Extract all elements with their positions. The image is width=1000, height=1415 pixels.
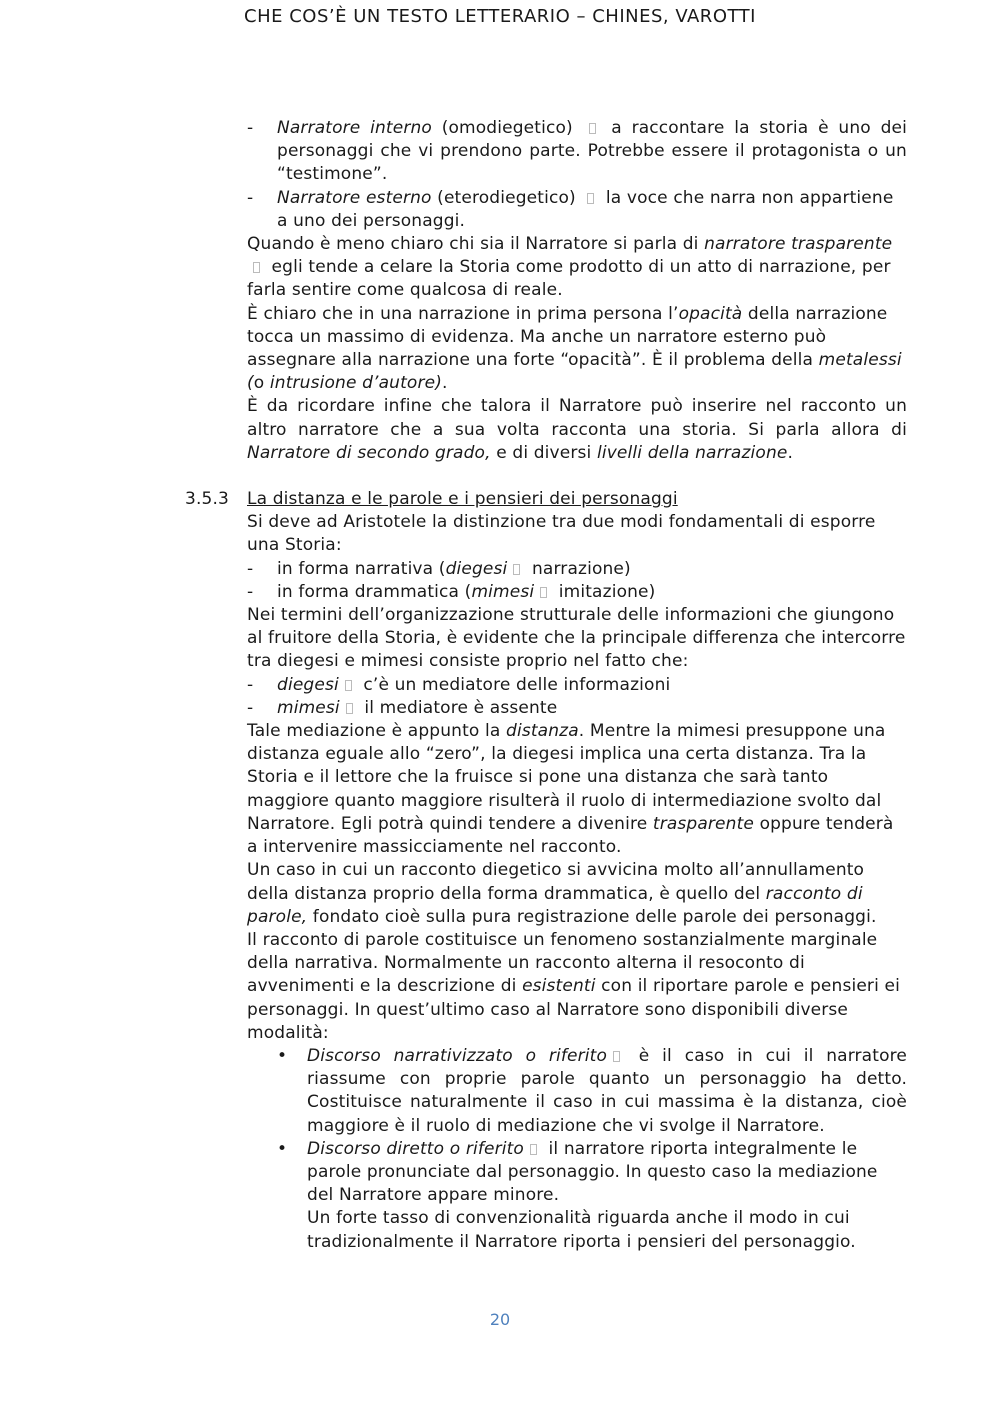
term: mimesi [471, 581, 535, 602]
paragraph: Il racconto di parole costituisce un fenomeno sostanzialmente marginale della narrativa. Normalmente un racconto alterna il resoconto di avvenimenti e la descrizione di esistenti con il riportare parole e pensieri ei personaggi. In quest’ultimo caso al Narratore sono disponibili diverse modalità: [247, 929, 900, 1043]
dash-marker: - [247, 558, 254, 579]
list-item-mimesi: - in forma drammatica (mimesi imitazione) [247, 581, 907, 604]
missing-arrow-icon [513, 564, 520, 575]
section-heading [185, 488, 907, 511]
bullet-item-discorso-diretto: • Discorso diretto o riferito il narratore riporta integralmente le parole pronunciate dal personaggio. In questo caso la mediazione del Narratore appare minore. [277, 1138, 878, 1206]
list-item-diegesi: - in forma narrativa (diegesi narrazione) [247, 558, 907, 581]
term: diegesi [277, 674, 339, 695]
paragraph: È chiaro che in una narrazione in prima persona l’opacità della narrazione tocca un massimo di evidenza. Ma anche un narratore esterno può assegnare alla narrazione una forte “opacità”. È il problema della metalessi (o intrusione d’autore). [247, 303, 902, 394]
dash-marker: - [247, 118, 254, 138]
missing-arrow-icon [540, 587, 547, 598]
list-item-narratore-interno: - Narratore interno (omodiegetico) a raccontare la storia è uno dei personaggi che vi prendono parte. Potrebbe essere il protagonista o un “testimone”. [247, 118, 907, 185]
missing-arrow-icon [345, 680, 352, 691]
term: Discorso diretto o riferito [307, 1138, 524, 1159]
bullet-marker: • [277, 1045, 288, 1066]
paragraph: Quando è meno chiaro chi sia il Narratore si parla di narratore trasparente egli tende a celare la Storia come prodotto di un atto di narrazione, per farla sentire come qualcosa di reale. [247, 234, 893, 301]
running-header: CHE COS’È UN TESTO LETTERARIO – CHINES, VAROTTI [244, 6, 756, 27]
term: Narratore di secondo grado, [247, 442, 491, 463]
term: esistenti [522, 976, 596, 997]
page-number: 20 [489, 1310, 511, 1329]
paragraph: Un caso in cui un racconto diegetico si avvicina molto all’annullamento della distanza proprio della forma drammatica, è quello del racconto di parole, fondato cioè sulla pura registrazione delle parole dei personaggi. [247, 860, 877, 927]
missing-arrow-icon [613, 1051, 620, 1062]
missing-arrow-icon [530, 1144, 537, 1155]
spacer [247, 465, 907, 488]
term: racconto di parole, [247, 883, 863, 927]
section-number: 3.5.3 [185, 489, 230, 510]
missing-arrow-icon [587, 193, 594, 204]
term: Discorso narrativizzato o riferito [307, 1045, 608, 1066]
list-item-narratore-esterno: - Narratore esterno (eterodiegetico) la voce che narra non appartiene a uno dei personaggi. [247, 187, 894, 231]
term: Narratore interno [277, 118, 432, 138]
dash-marker: - [247, 187, 254, 208]
term: narratore trasparente [704, 234, 893, 255]
term: intrusione d’autore) [269, 373, 442, 394]
list-item-mimesi-def: - mimesi il mediatore è assente [247, 697, 907, 720]
bullet-marker: • [277, 1138, 288, 1159]
missing-arrow-icon [589, 123, 596, 134]
section-title: La distanza e le parole e i pensieri dei personaggi [247, 489, 678, 510]
paragraph: Si deve ad Aristotele la distinzione tra due modi fondamentali di esporre una Storia: [247, 512, 876, 556]
paragraph: Tale mediazione è appunto la distanza. Mentre la mimesi presuppone una distanza eguale allo “zero”, la diegesi implica una certa distanza. Tra la Storia e il lettore che la fruisce si pone una distanza che sarà tanto maggiore quanto maggiore risulterà il ruolo di intermediazione svolto dal Narratore. Egli potrà quindi tendere a divenire trasparente oppure tenderà a intervenire massicciamente nel racconto. [247, 721, 894, 858]
list-item-diegesi-def: - diegesi c’è un mediatore delle informazioni [247, 674, 907, 697]
term: diegesi [445, 558, 508, 579]
bullet-continuation: Un forte tasso di convenzionalità riguarda anche il modo in cui tradizionalmente il Narratore riporta i pensieri del personaggio. [307, 1208, 856, 1252]
paragraph: È da ricordare infine che talora il Narratore può inserire nel racconto un altro narratore che a sua volta racconta una storia. Si parla allora di Narratore di secondo grado, e di diversi livelli della narrazione. [247, 396, 907, 463]
dash-marker: - [247, 674, 254, 695]
term: trasparente [652, 813, 755, 834]
page-body [185, 117, 907, 1254]
term: mimesi [277, 697, 340, 718]
term: opacità [678, 303, 743, 324]
term: distanza [506, 721, 579, 742]
term: metalessi ( [247, 350, 902, 394]
dash-marker: - [247, 581, 254, 602]
missing-arrow-icon [253, 262, 260, 273]
dash-marker: - [247, 697, 254, 718]
term: Narratore esterno [277, 187, 432, 208]
bullet-item-discorso-narrativizzato: • Discorso narrativizzato o riferito è il caso in cui il narratore riassume con proprie parole quanto un personaggio ha detto. Costituisce naturalmente il caso in cui massima è la distanza, cioè maggiore è il ruolo di mediazione che vi svolge il Narratore. [277, 1045, 907, 1136]
paragraph: Nei termini dell’organizzazione strutturale delle informazioni che giungono al fruitore della Storia, è evidente che la principale differenza che intercorre tra diegesi e mimesi consiste proprio nel fatto che: [247, 605, 906, 672]
term: livelli della narrazione [596, 442, 788, 463]
missing-arrow-icon [346, 703, 353, 714]
